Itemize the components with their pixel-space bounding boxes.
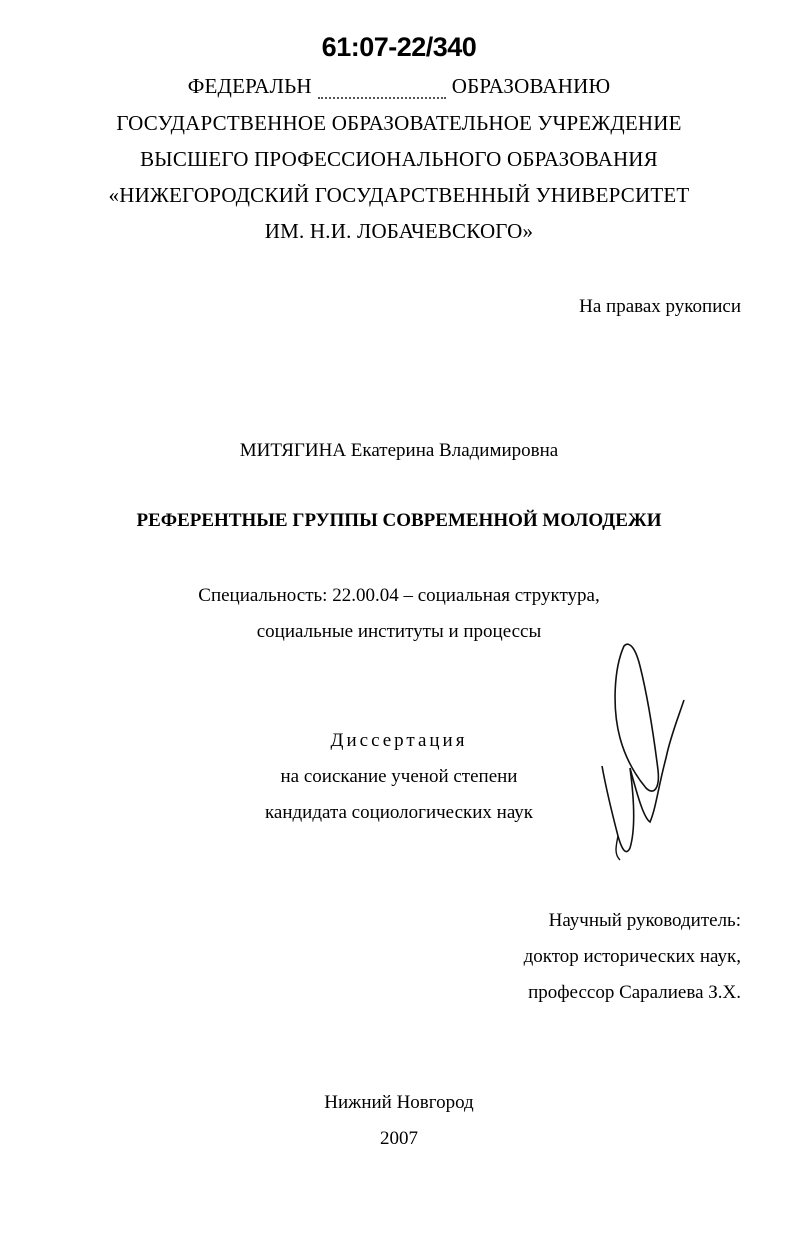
rights-note: На правах рукописи — [579, 296, 741, 317]
supervisor-label: Научный руководитель: — [548, 910, 741, 931]
institution-line-5: ИМ. Н.И. ЛОБАЧЕВСКОГО» — [264, 219, 534, 243]
specialty-line-2: социальные институты и процессы — [256, 621, 542, 642]
signature-loop — [615, 644, 658, 791]
institution-line-1 — [0, 74, 798, 99]
city: Нижний Новгород — [324, 1092, 474, 1113]
institution-line-2: ГОСУДАРСТВЕННОЕ ОБРАЗОВАТЕЛЬНОЕ УЧРЕЖДЕНИЕ — [116, 111, 682, 135]
degree-line-2: кандидата социологических наук — [264, 802, 534, 823]
supervisor-name: профессор Саралиева З.Х. — [528, 982, 741, 1003]
institution-line-4: «НИЖЕГОРОДСКИЙ ГОСУДАРСТВЕННЫЙ УНИВЕРСИТЕТ — [108, 183, 690, 207]
signature-stroke — [602, 700, 684, 852]
dissertation-title: РЕФЕРЕНТНЫЕ ГРУППЫ СОВРЕМЕННОЙ МОЛОДЕЖИ — [136, 510, 662, 531]
institution-line-1-start: ФЕДЕРАЛЬН — [187, 74, 312, 98]
handwritten-signature — [596, 638, 692, 864]
author-name: МИТЯГИНА Екатерина Владимировна — [239, 440, 559, 461]
dissertation-heading: Диссертация — [330, 730, 468, 751]
archive-stamp: 61:07-22/340 — [321, 32, 477, 62]
institution-line-1-end: ОБРАЗОВАНИЮ — [451, 74, 611, 98]
year: 2007 — [380, 1128, 418, 1149]
specialty-line-1: Специальность: 22.00.04 – социальная структура, — [198, 585, 600, 606]
institution-line-3: ВЫСШЕГО ПРОФЕССИОНАЛЬНОГО ОБРАЗОВАНИЯ — [140, 147, 658, 171]
degree-line-1: на соискание ученой степени — [280, 766, 518, 787]
supervisor-degree: доктор исторических наук, — [523, 946, 741, 967]
